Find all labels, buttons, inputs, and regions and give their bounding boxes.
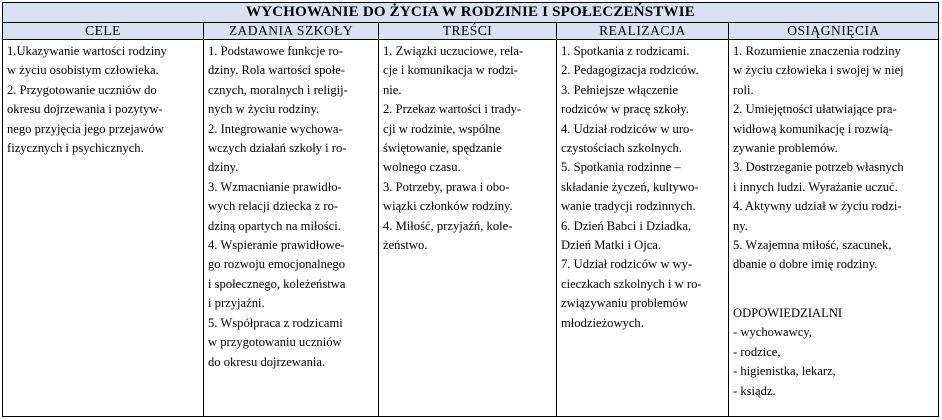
text-line: dziny. Rola wartości społe- xyxy=(208,63,345,78)
text-line: 6. Dzień Babci i Dziadka, xyxy=(561,218,692,233)
spacer xyxy=(733,275,935,304)
text-line: fizycznych i psychicznych. xyxy=(7,141,144,156)
column-header-osiagniecia: OSIĄGNIĘCIA xyxy=(729,23,939,40)
text-line: wczych działań szkoły i ro- xyxy=(208,141,347,156)
text-line: 5. Wzajemna miłość, szacunek, xyxy=(733,238,892,253)
text-line: 7. Udział rodziców w wy- xyxy=(561,257,693,272)
realizacja-text xyxy=(561,42,725,333)
responsible-heading: ODPOWIEDZIALNI xyxy=(733,305,843,320)
text-line: związywaniu problemów xyxy=(561,296,688,311)
text-line: wolnego czasu. xyxy=(383,160,461,175)
text-line: roli. xyxy=(733,82,754,97)
cele-text xyxy=(7,42,200,158)
responsible-list xyxy=(733,323,935,401)
cell-osiagniecia xyxy=(729,40,939,417)
text-line: 1. Spotkania z rodzicami. xyxy=(561,44,690,58)
header-row xyxy=(3,23,939,40)
text-line: 4. Udział rodziców w uro- xyxy=(561,121,694,136)
text-line: w życiu człowieka i swojej w niej xyxy=(733,63,904,78)
text-line: świętowanie, spędzanie xyxy=(383,141,502,156)
text-line: 2. Przygotowanie uczniów do xyxy=(7,82,157,97)
text-line: widłową komunikację i rozwią- xyxy=(733,121,893,136)
text-line: 4. Wspieranie prawidłowe- xyxy=(208,238,345,253)
column-header-tresci: TREŚCI xyxy=(379,23,557,40)
education-plan-table xyxy=(2,2,939,417)
responsible-item: - higienistka, lekarz, xyxy=(733,364,836,379)
text-line: 3. Pełniejsze włączenie xyxy=(561,82,679,97)
text-line: nych w życiu rodziny. xyxy=(208,102,320,117)
text-line: 3. Potrzeby, prawa i obo- xyxy=(383,179,510,194)
text-line: 5. Spotkania rodzinne – xyxy=(561,160,681,175)
cell-cele xyxy=(3,40,204,417)
text-line: 2. Integrowanie wychowa- xyxy=(208,121,343,136)
text-line: Dzień Matki i Ojca. xyxy=(561,238,662,253)
text-line: i przyjaźni. xyxy=(208,296,265,311)
text-line: okresu dojrzewania i pozytyw- xyxy=(7,102,163,117)
text-line: wych relacji dziecka z ro- xyxy=(208,199,339,214)
text-line: czystościach szkolnych. xyxy=(561,141,682,156)
text-line: 4. Aktywny udział w życiu rodzi- xyxy=(733,199,902,214)
text-line: dziny. xyxy=(208,160,239,175)
text-line: i innych ludzi. Wyrażanie uczuć. xyxy=(733,179,898,194)
tresci-text xyxy=(383,42,553,255)
text-line: składanie życzeń, kultywo- xyxy=(561,179,699,194)
text-line: dbanie o dobre imię rodziny. xyxy=(733,257,878,272)
text-line: do okresu dojrzewania. xyxy=(208,354,326,369)
text-line: 1. Związki uczuciowe, rela- xyxy=(383,44,524,58)
text-line: rodziców w pracę szkoły. xyxy=(561,102,689,117)
column-header-realizacja: REALIZACJA xyxy=(557,23,729,40)
text-line: nie. xyxy=(383,82,402,97)
text-line: i społecznego, koleżeństwa xyxy=(208,276,346,291)
title-row xyxy=(3,3,939,23)
text-line: 5. Współpraca z rodzicami xyxy=(208,315,343,330)
text-line: wanie tradycji rodzinnych. xyxy=(561,199,696,214)
cell-zadania-szkoly xyxy=(204,40,379,417)
text-line: wiązki członków rodziny. xyxy=(383,199,513,214)
text-line: 1. Podstawowe funkcje ro- xyxy=(208,44,344,58)
column-header-cele: CELE xyxy=(3,23,204,40)
text-line: 2. Przekaz wartości i trady- xyxy=(383,102,522,117)
text-line: 1. Rozumienie znaczenia rodziny xyxy=(733,44,901,58)
text-line: go rozwoju emocjonalnego xyxy=(208,257,346,272)
responsible-item: - rodzice, xyxy=(733,344,781,359)
text-line: w życiu osobistym człowieka. xyxy=(7,63,159,78)
cell-realizacja xyxy=(557,40,729,417)
text-line: w przygotowaniu uczniów xyxy=(208,335,342,350)
text-line: dziną opartych na miłości. xyxy=(208,218,341,233)
text-line: zywanie problemów. xyxy=(733,141,838,156)
text-line: cznych, moralnych i religij- xyxy=(208,82,348,97)
text-line: cji w rodzinie, wspólne xyxy=(383,121,501,136)
text-line: 2. Pedagogizacja rodziców. xyxy=(561,63,699,78)
zadania-szkoly-text xyxy=(208,42,375,372)
content-row xyxy=(3,40,939,417)
text-line: 3. Dostrzeganie potrzeb własnych xyxy=(733,160,904,175)
text-line: żeństwo. xyxy=(383,238,428,253)
text-line: 1.Ukazywanie wartości rodziny xyxy=(7,44,167,58)
column-header-zadania-szkoly: ZADANIA SZKOŁY xyxy=(204,23,379,40)
responsible-item: - wychowawcy, xyxy=(733,325,812,340)
table-title: WYCHOWANIE DO ŻYCIA W RODZINIE I SPOŁECZEŃSTWIE xyxy=(3,3,939,23)
responsible-item: - ksiądz. xyxy=(733,383,776,398)
text-line: cieczkach szkolnych i w ro- xyxy=(561,276,702,291)
text-line: 4. Miłość, przyjaźń, kole- xyxy=(383,218,513,233)
text-line: młodzieżowych. xyxy=(561,315,644,330)
text-line: cje i komunikacja w rodzi- xyxy=(383,63,518,78)
cell-tresci xyxy=(379,40,557,417)
text-line: ny. xyxy=(733,218,748,233)
osiagniecia-text xyxy=(733,42,935,275)
text-line: 3. Wzmacnianie prawidło- xyxy=(208,179,342,194)
text-line: nego przyjęcia jego przejawów xyxy=(7,121,164,136)
text-line: 2. Umiejętności ułatwiające pra- xyxy=(733,102,897,117)
